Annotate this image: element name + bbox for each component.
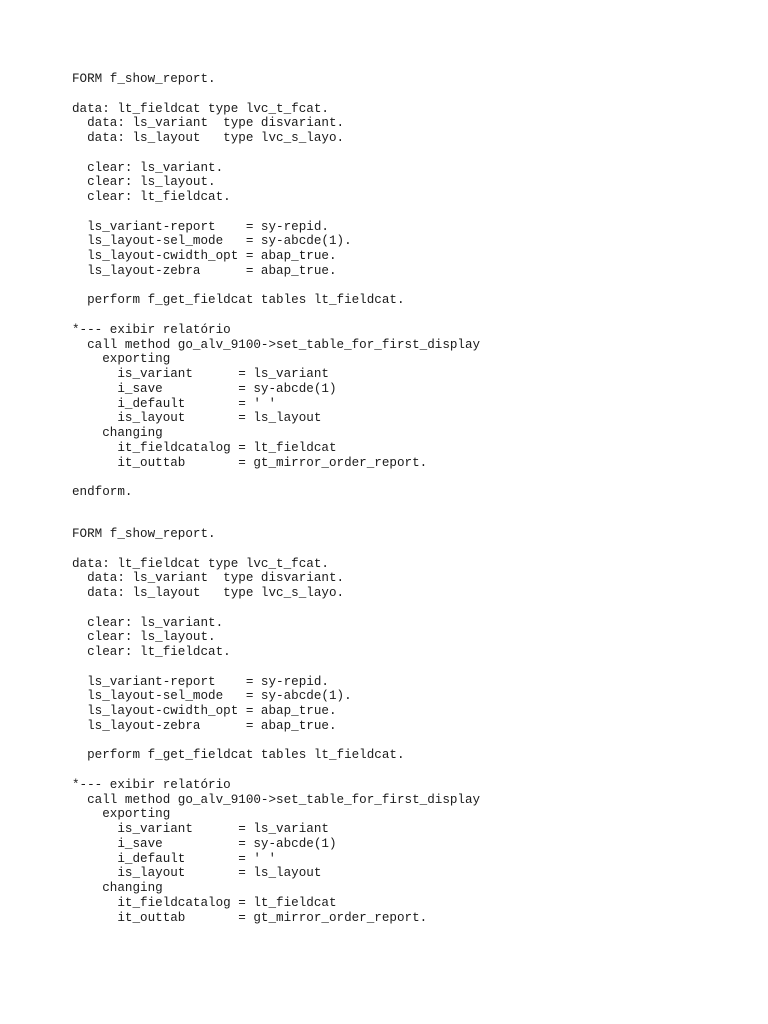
code-block-2: FORM f_show_report. data: lt_fieldcat type lvc_t_fcat. data: ls_variant type disvariant. data: ls_layout type lvc_s_layo. clear: ls_variant. clear: ls_layout. clear: lt_fieldcat. ls_variant-report = sy-repid. ls_layout-sel_mode = sy-abcde(1). ls_layout-cwidth_opt = abap_true. ls_layout-zebra = abap_true. perform f_get_fieldcat tables lt_fieldcat. *--- exibir relatório call method go_alv_9100->set_table_for_first_display exporting is_variant = ls_variant i_save = sy-abcde(1) i_default = ' ' is_layout = ls_layout changing it_fieldcatalog = lt_fieldcat it_outtab = gt_mirror_order_report. [72,527,481,925]
code-block-1: FORM f_show_report. data: lt_fieldcat type lvc_t_fcat. data: ls_variant type disvariant. data: ls_layout type lvc_s_layo. clear: ls_variant. clear: ls_layout. clear: lt_fieldcat. ls_variant-report = sy-repid. ls_layout-sel_mode = sy-abcde(1). ls_layout-cwidth_opt = abap_true. ls_layout-zebra = abap_true. perform f_get_fieldcat tables lt_fieldcat. *--- exibir relatório call method go_alv_9100->set_table_for_first_display exporting is_variant = ls_variant i_save = sy-abcde(1) i_default = ' ' is_layout = ls_layout changing it_fieldcatalog = lt_fieldcat it_outtab = gt_mirror_order_report. endform. [72,72,481,499]
